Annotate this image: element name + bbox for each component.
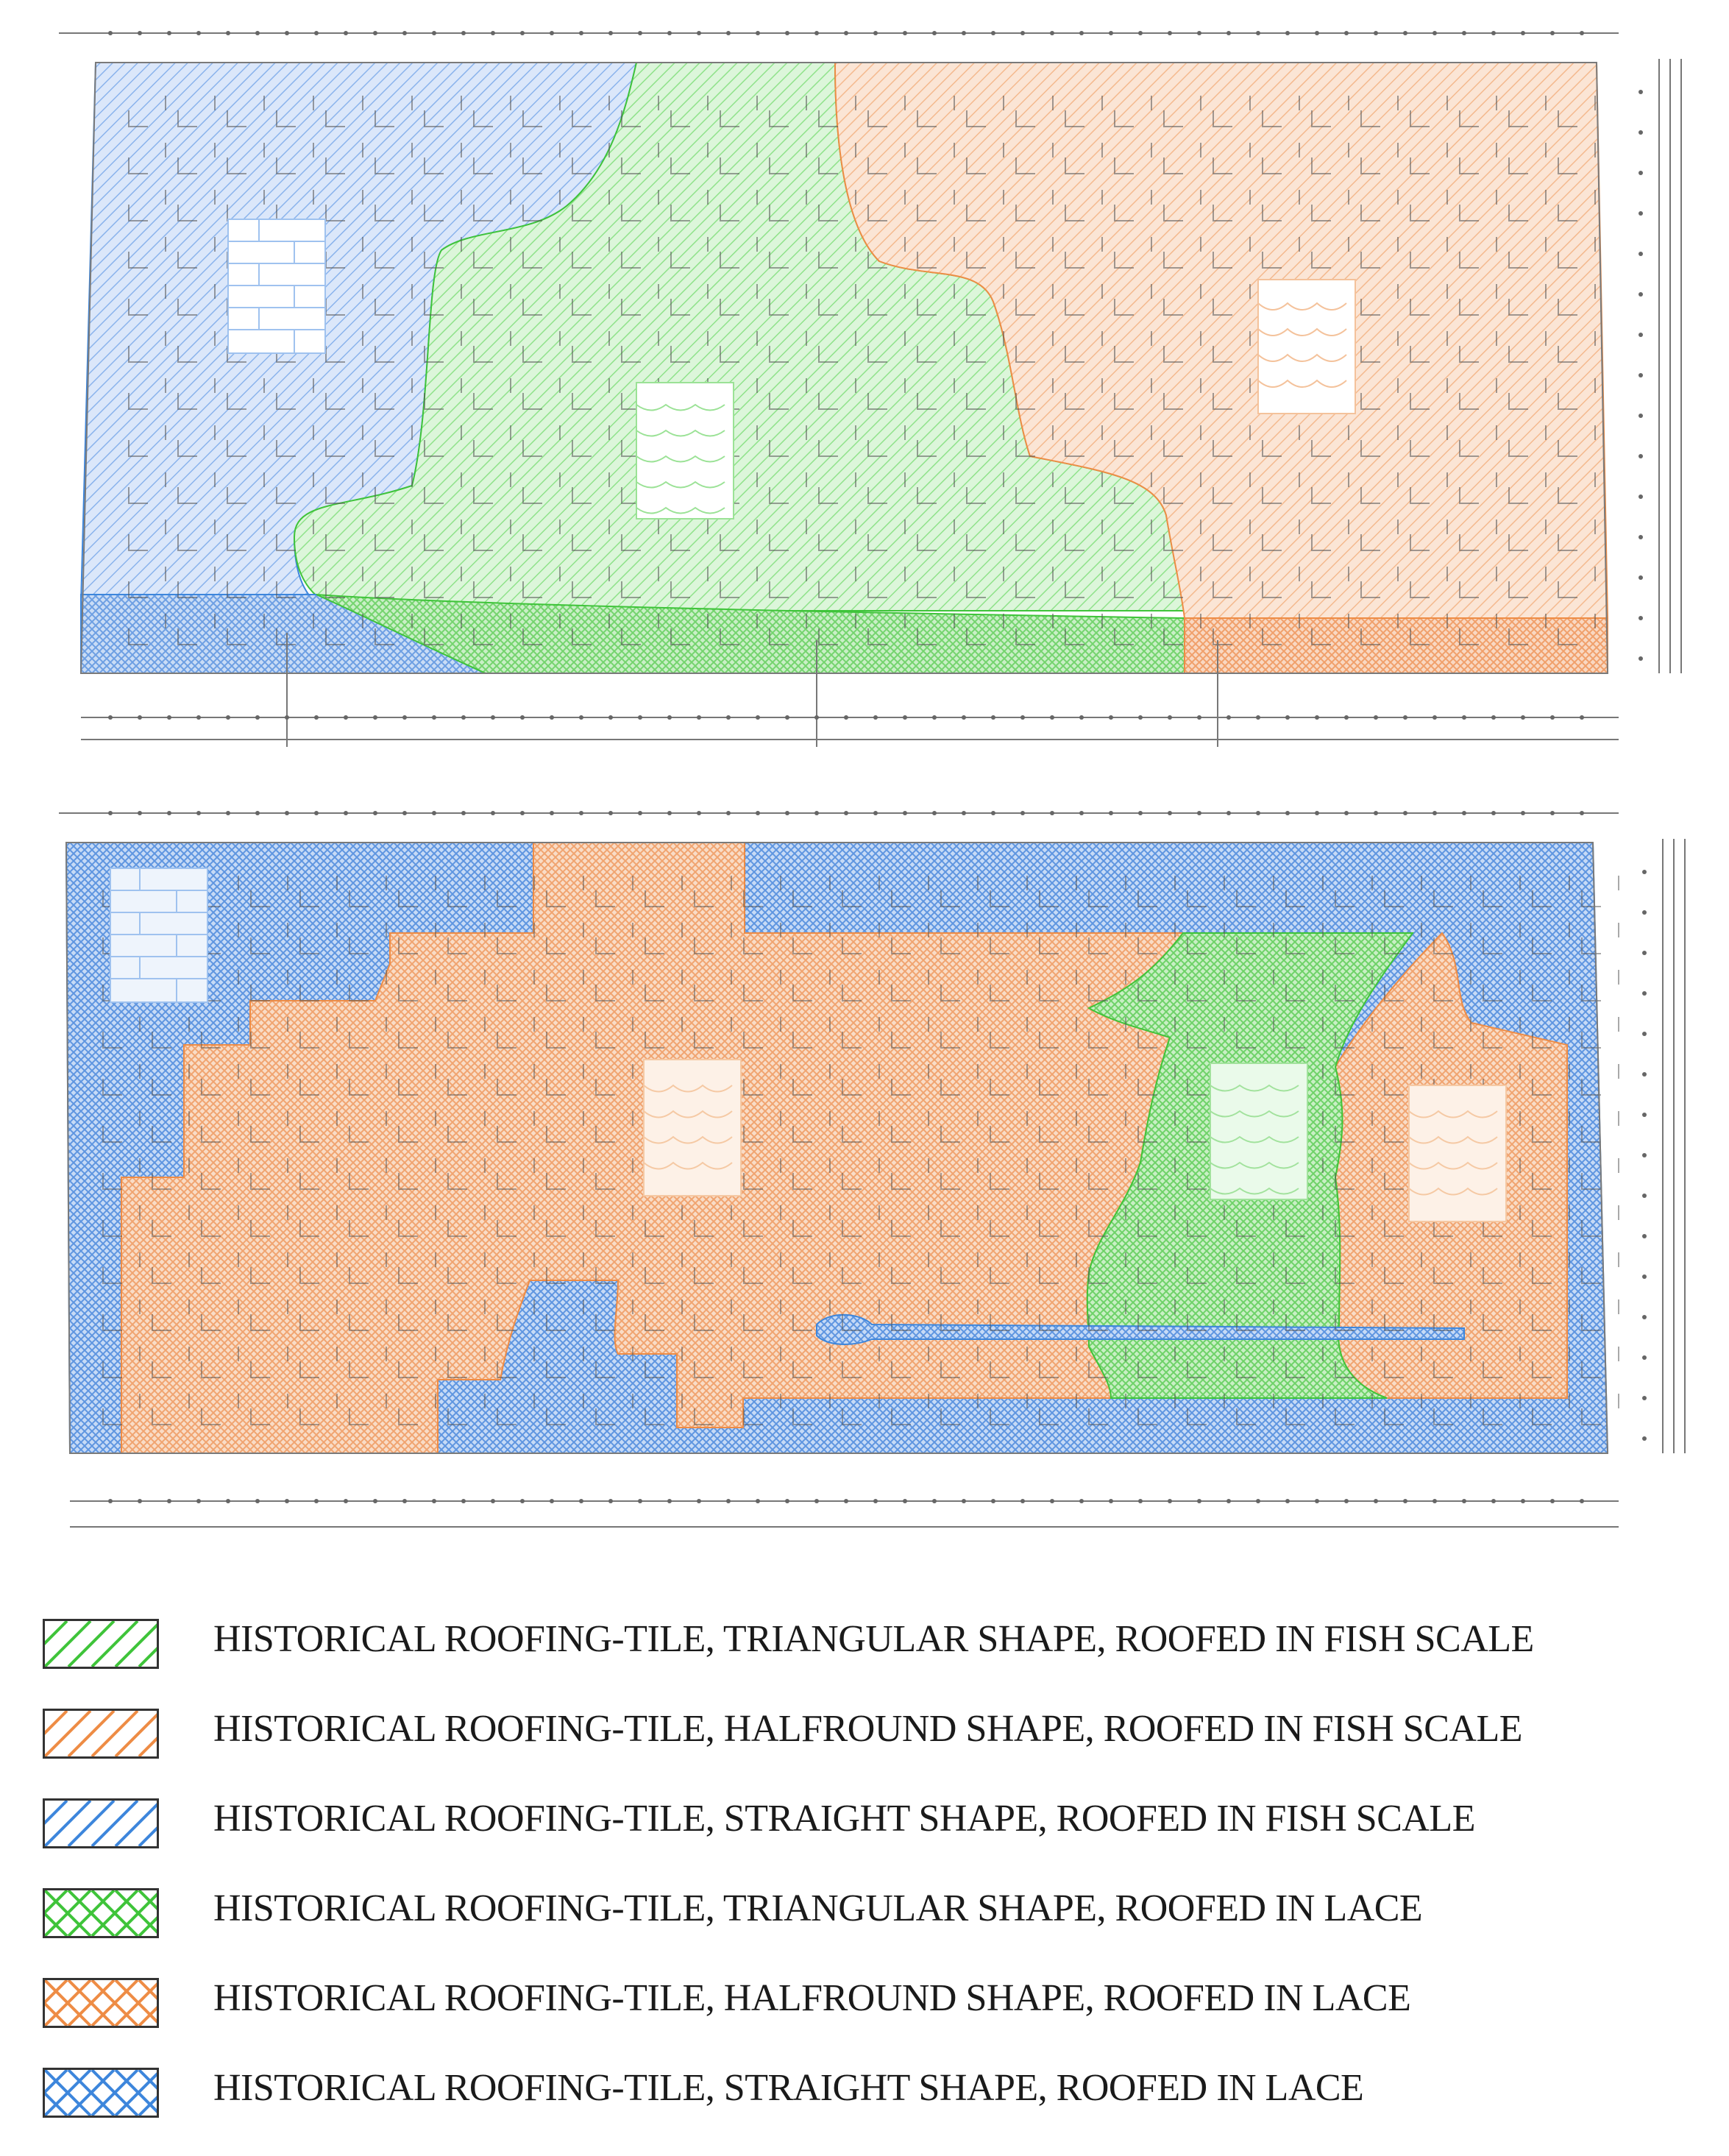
dimension-dot (520, 811, 525, 815)
dimension-dot (726, 31, 731, 35)
dimension-dot (697, 715, 701, 720)
legend (0, 1589, 1729, 2156)
dimension-dot (1432, 715, 1437, 720)
dimension-dot (1138, 811, 1143, 815)
dimension-dot (1315, 715, 1319, 720)
dimension-dot (667, 31, 672, 35)
dimension-dot (1580, 811, 1584, 815)
dimension-dot (1491, 715, 1496, 720)
dimension-dot (1521, 811, 1525, 815)
dimension-dot (1642, 1355, 1647, 1360)
sample-panel-halfround (644, 1060, 741, 1196)
dimension-dot (1109, 1499, 1113, 1503)
dimension-dot (196, 1499, 201, 1503)
dimension-dot (1642, 1436, 1647, 1441)
dimension-dot (1138, 715, 1143, 720)
dimension-dot (1285, 31, 1290, 35)
dimension-dot (1550, 715, 1555, 720)
dimension-dot (844, 715, 848, 720)
dimension-dot (402, 715, 407, 720)
dimension-dot (402, 811, 407, 815)
dimension-dot (285, 811, 289, 815)
sample-panel-straight (228, 219, 325, 353)
dimension-dot (1462, 811, 1466, 815)
dimension-dot (226, 715, 230, 720)
sample-panel-halfround (1258, 280, 1355, 414)
dimension-dot (167, 811, 171, 815)
dimension-dot (1197, 1499, 1201, 1503)
dimension-dot (255, 1499, 260, 1503)
dimension-dot (1109, 811, 1113, 815)
dimension-dot (785, 1499, 789, 1503)
dimension-dot (1020, 715, 1025, 720)
dimension-dot (932, 1499, 937, 1503)
dimension-dot (756, 31, 760, 35)
dimension-dot (138, 31, 142, 35)
dimension-dot (1642, 870, 1647, 874)
dimension-dot (844, 811, 848, 815)
dimension-dot (1550, 1499, 1555, 1503)
dimension-dot (932, 31, 937, 35)
dimension-dot (1256, 715, 1260, 720)
dimension-dot (1168, 31, 1172, 35)
dimension-dot (1642, 1032, 1647, 1036)
dimension-dot (785, 31, 789, 35)
dimension-dot (1580, 1499, 1584, 1503)
dimension-dot (932, 715, 937, 720)
dimension-dot (844, 31, 848, 35)
dimension-dot (373, 31, 377, 35)
dimension-dot (756, 811, 760, 815)
dimension-dot (1642, 1113, 1647, 1117)
dimension-dot (1639, 171, 1643, 175)
dimension-dot (991, 715, 995, 720)
dimension-dot (608, 715, 613, 720)
dimension-dot (432, 811, 436, 815)
legend-label: HISTORICAL ROOFING-TILE, HALFROUND SHAPE, ROOFED IN LACE (213, 1977, 1411, 2019)
dimension-dot (1374, 811, 1378, 815)
dimension-dot (1642, 1396, 1647, 1400)
dimension-dot (344, 31, 348, 35)
legend-swatch (43, 1798, 159, 1848)
dimension-dot (638, 1499, 642, 1503)
dimension-dot (726, 811, 731, 815)
legend-label: HISTORICAL ROOFING-TILE, STRAIGHT SHAPE, ROOFED IN FISH SCALE (213, 1798, 1475, 1840)
dimension-dot (1639, 252, 1643, 256)
dimension-dot (1020, 1499, 1025, 1503)
dimension-dot (1491, 1499, 1496, 1503)
dimension-dot (962, 715, 966, 720)
dimension-dot (1642, 1315, 1647, 1319)
dimension-dot (903, 1499, 907, 1503)
dimension-dot (344, 1499, 348, 1503)
dimension-dot (196, 811, 201, 815)
dimension-dot (1403, 811, 1407, 815)
dimension-dot (226, 1499, 230, 1503)
dimension-dot (1462, 31, 1466, 35)
legend-swatch (43, 1619, 159, 1669)
dimension-dot (579, 715, 583, 720)
dimension-dot (1580, 31, 1584, 35)
dimension-dot (520, 715, 525, 720)
dimension-dot (1639, 414, 1643, 418)
dimension-dot (1109, 31, 1113, 35)
dimension-dot (314, 715, 319, 720)
dimension-dot (1403, 1499, 1407, 1503)
dimension-dot (667, 715, 672, 720)
dimension-dot (579, 1499, 583, 1503)
dimension-dot (1285, 811, 1290, 815)
legend-swatch (43, 1709, 159, 1759)
dimension-dot (432, 715, 436, 720)
dimension-dot (1138, 31, 1143, 35)
dimension-dot (1226, 31, 1231, 35)
dimension-dot (167, 31, 171, 35)
dimension-dot (1197, 715, 1201, 720)
dimension-dot (1639, 535, 1643, 539)
dimension-dot (873, 31, 878, 35)
dimension-dot (402, 1499, 407, 1503)
dimension-dot (1050, 811, 1054, 815)
dimension-dot (373, 715, 377, 720)
dimension-dot (432, 1499, 436, 1503)
dimension-dot (1197, 811, 1201, 815)
dimension-dot (1550, 811, 1555, 815)
dimension-dot (461, 811, 466, 815)
dimension-dot (1256, 31, 1260, 35)
dimension-dot (1521, 715, 1525, 720)
dimension-dot (1020, 31, 1025, 35)
dimension-dot (432, 31, 436, 35)
dimension-dot (226, 811, 230, 815)
dimension-dot (1050, 1499, 1054, 1503)
roof-plan-top (0, 0, 1729, 751)
dimension-dot (726, 715, 731, 720)
dimension-dot (1642, 991, 1647, 996)
dimension-dot (196, 715, 201, 720)
dimension-dot (1168, 811, 1172, 815)
legend-item (43, 1694, 1698, 1767)
dimension-dot (108, 715, 113, 720)
dimension-dot (1344, 31, 1349, 35)
dimension-dot (785, 811, 789, 815)
dimension-dot (756, 715, 760, 720)
dimension-dot (285, 1499, 289, 1503)
dimension-dot (962, 811, 966, 815)
dimension-dot (667, 1499, 672, 1503)
dimension-dot (991, 31, 995, 35)
dimension-dot (991, 811, 995, 815)
zone-halfround-lace (1185, 618, 1608, 673)
dimension-dot (1462, 715, 1466, 720)
dimension-dot (1639, 333, 1643, 337)
dimension-dot (1315, 31, 1319, 35)
dimension-dot (1285, 1499, 1290, 1503)
dimension-dot (814, 715, 819, 720)
sample-panel-straight (110, 868, 207, 1002)
dimension-dot (873, 715, 878, 720)
dimension-dot (1168, 1499, 1172, 1503)
dimension-dot (1580, 715, 1584, 720)
dimension-dot (873, 1499, 878, 1503)
dimension-dot (579, 31, 583, 35)
dimension-dot (1639, 373, 1643, 377)
dimension-dot (520, 1499, 525, 1503)
sample-panel-triangular (636, 383, 734, 519)
dimension-dot (1079, 811, 1084, 815)
dimension-dot (1639, 454, 1643, 458)
dimension-dot (1050, 31, 1054, 35)
dimension-dot (285, 31, 289, 35)
dimension-dot (1226, 811, 1231, 815)
legend-label: HISTORICAL ROOFING-TILE, TRIANGULAR SHAPE, ROOFED IN LACE (213, 1887, 1423, 1929)
dimension-dot (1050, 715, 1054, 720)
dimension-dot (461, 1499, 466, 1503)
dimension-dot (1226, 715, 1231, 720)
dimension-dot (1462, 1499, 1466, 1503)
dimension-dot (962, 1499, 966, 1503)
dimension-dot (756, 1499, 760, 1503)
dimension-dot (108, 811, 113, 815)
dimension-dot (1639, 90, 1643, 94)
dimension-dot (785, 715, 789, 720)
dimension-dot (873, 811, 878, 815)
dimension-dot (138, 715, 142, 720)
legend-label: HISTORICAL ROOFING-TILE, TRIANGULAR SHAPE, ROOFED IN FISH SCALE (213, 1618, 1534, 1660)
dimension-dot (1642, 1194, 1647, 1198)
dimension-dot (167, 1499, 171, 1503)
dimension-dot (1642, 910, 1647, 915)
dimension-dot (138, 811, 142, 815)
dimension-dot (1079, 715, 1084, 720)
dimension-dot (550, 1499, 554, 1503)
roof-plan-top-drawing (0, 0, 1729, 751)
dimension-dot (373, 811, 377, 815)
dimension-dot (697, 1499, 701, 1503)
dimension-dot (167, 715, 171, 720)
dimension-dot (1138, 1499, 1143, 1503)
dimension-dot (491, 31, 495, 35)
dimension-dot (1079, 1499, 1084, 1503)
legend-item (43, 2053, 1698, 2127)
dimension-dot (1639, 575, 1643, 580)
dimension-dot (1639, 211, 1643, 216)
dimension-dot (638, 715, 642, 720)
dimension-dot (697, 811, 701, 815)
dimension-dot (226, 31, 230, 35)
dimension-dot (608, 811, 613, 815)
dimension-dot (550, 715, 554, 720)
legend-swatch (43, 1978, 159, 2028)
dimension-dot (550, 811, 554, 815)
dimension-dot (579, 811, 583, 815)
dimension-dot (108, 31, 113, 35)
dimension-dot (1491, 811, 1496, 815)
legend-swatch (43, 1888, 159, 1938)
dimension-dot (991, 1499, 995, 1503)
dimension-dot (1432, 31, 1437, 35)
dimension-dot (1374, 1499, 1378, 1503)
dimension-dot (1521, 1499, 1525, 1503)
dimension-dot (1521, 31, 1525, 35)
dimension-dot (461, 31, 466, 35)
dimension-dot (1403, 715, 1407, 720)
dimension-dot (1374, 715, 1378, 720)
legend-label: HISTORICAL ROOFING-TILE, STRAIGHT SHAPE, ROOFED IN LACE (213, 2067, 1364, 2109)
dimension-dot (1639, 494, 1643, 499)
dimension-dot (1109, 715, 1113, 720)
dimension-dot (1374, 31, 1378, 35)
dimension-dot (814, 811, 819, 815)
dimension-dot (108, 1499, 113, 1503)
dimension-dot (255, 31, 260, 35)
dimension-dot (520, 31, 525, 35)
dimension-dot (1079, 31, 1084, 35)
dimension-dot (903, 31, 907, 35)
dimension-dot (1642, 1072, 1647, 1077)
dimension-dot (255, 715, 260, 720)
dimension-dot (344, 715, 348, 720)
legend-swatch (43, 2068, 159, 2118)
dimension-dot (1344, 811, 1349, 815)
dimension-dot (491, 1499, 495, 1503)
dimension-dot (667, 811, 672, 815)
dimension-dot (1639, 292, 1643, 297)
dimension-dot (697, 31, 701, 35)
dimension-dot (491, 811, 495, 815)
dimension-dot (1432, 811, 1437, 815)
dimension-dot (1642, 1153, 1647, 1157)
legend-label: HISTORICAL ROOFING-TILE, HALFROUND SHAPE, ROOFED IN FISH SCALE (213, 1708, 1522, 1750)
dimension-dot (1315, 1499, 1319, 1503)
dimension-dot (608, 31, 613, 35)
roof-plan-bottom-drawing (0, 795, 1729, 1567)
dimension-dot (402, 31, 407, 35)
dimension-dot (726, 1499, 731, 1503)
dimension-dot (461, 715, 466, 720)
dimension-dot (1226, 1499, 1231, 1503)
dimension-dot (1344, 1499, 1349, 1503)
dimension-dot (196, 31, 201, 35)
dimension-dot (1642, 1274, 1647, 1279)
dimension-dot (962, 31, 966, 35)
dimension-dot (1550, 31, 1555, 35)
dimension-dot (1403, 31, 1407, 35)
dimension-dot (1344, 715, 1349, 720)
legend-item (43, 1784, 1698, 1857)
dimension-dot (1285, 715, 1290, 720)
dimension-dot (1020, 811, 1025, 815)
dimension-dot (550, 31, 554, 35)
dimension-dot (1639, 656, 1643, 661)
dimension-dot (1642, 951, 1647, 955)
dimension-dot (1642, 1234, 1647, 1238)
dimension-dot (255, 811, 260, 815)
dimension-dot (638, 811, 642, 815)
legend-item (43, 1873, 1698, 1947)
dimension-dot (1315, 811, 1319, 815)
dimension-dot (1256, 1499, 1260, 1503)
dimension-dot (844, 1499, 848, 1503)
dimension-dot (373, 1499, 377, 1503)
dimension-dot (932, 811, 937, 815)
dimension-dot (138, 1499, 142, 1503)
dimension-dot (638, 31, 642, 35)
sample-panel-halfround-right (1409, 1085, 1506, 1221)
dimension-dot (1168, 715, 1172, 720)
dimension-dot (1256, 811, 1260, 815)
dimension-dot (1432, 1499, 1437, 1503)
dimension-dot (608, 1499, 613, 1503)
dimension-dot (1639, 130, 1643, 135)
dimension-dot (491, 715, 495, 720)
dimension-dot (814, 31, 819, 35)
dimension-dot (1491, 31, 1496, 35)
dimension-dot (814, 1499, 819, 1503)
legend-item (43, 1963, 1698, 2037)
dimension-dot (1197, 31, 1201, 35)
dimension-dot (903, 811, 907, 815)
legend-item (43, 1604, 1698, 1678)
dimension-dot (903, 715, 907, 720)
dimension-dot (314, 31, 319, 35)
dimension-dot (344, 811, 348, 815)
dimension-dot (314, 811, 319, 815)
sample-panel-triangular (1210, 1063, 1307, 1199)
roof-plan-bottom (0, 795, 1729, 1567)
dimension-dot (285, 715, 289, 720)
dimension-dot (314, 1499, 319, 1503)
dimension-dot (1639, 616, 1643, 620)
